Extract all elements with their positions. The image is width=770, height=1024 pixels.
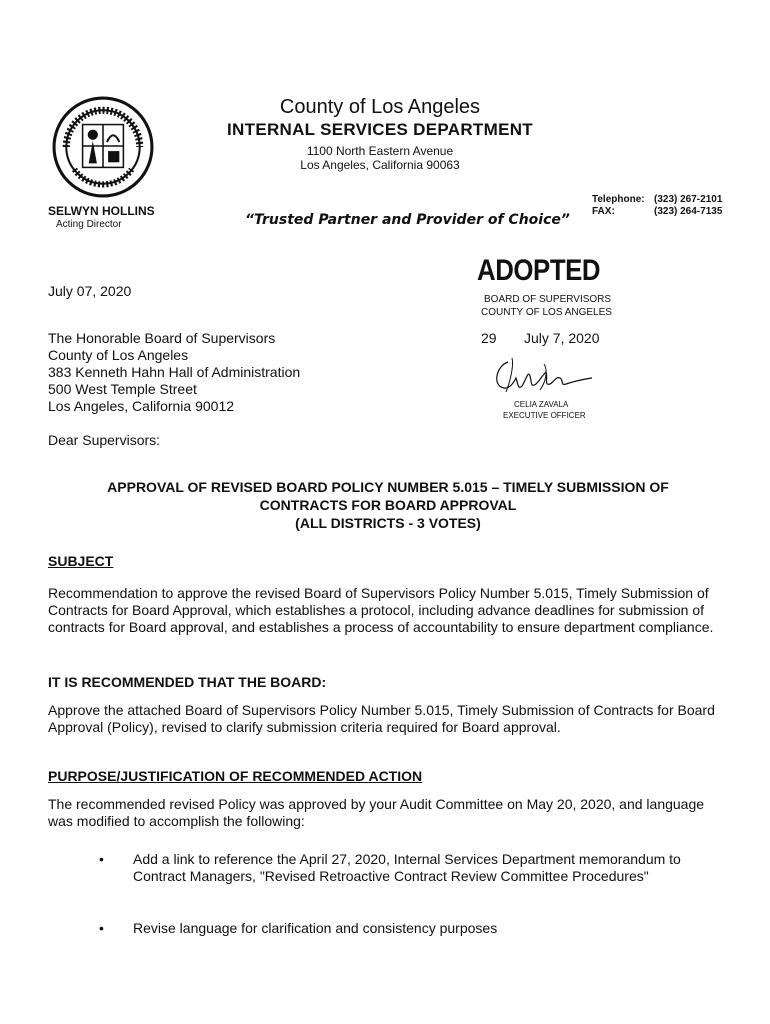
letter-title-line-3: (ALL DISTRICTS - 3 VOTES) (295, 515, 481, 531)
stamp-county-line: COUNTY OF LOS ANGELES (481, 307, 612, 318)
recommendation-paragraph: Approve the attached Board of Supervisors Policy Number 5.015, Timely Submission of Contracts for Board Approval (Policy), revised to clarify submission criteria required for Board approval. (48, 702, 715, 735)
tagline: “Trusted Partner and Provider of Choice” (245, 212, 570, 228)
purpose-paragraph: The recommended revised Policy was approved by your Audit Committee on May 20, 2020, and language was modified to accomplish the following: (48, 796, 705, 829)
recipient-line-1: The Honorable Board of Supervisors (48, 330, 276, 346)
bullet-marker: • (99, 920, 104, 936)
fax-line (592, 206, 722, 217)
recipient-line-2: County of Los Angeles (48, 347, 189, 363)
recipient-line-3: 383 Kenneth Hahn Hall of Administration (48, 364, 301, 380)
subject-heading: SUBJECT (48, 553, 114, 569)
telephone-line (592, 194, 722, 205)
bullet-marker: • (99, 851, 104, 867)
adopted-stamp: ADOPTED (477, 254, 601, 287)
purpose-heading: PURPOSE/JUSTIFICATION OF RECOMMENDED ACTION (48, 768, 423, 784)
telephone-number: (323) 267-2101 (654, 194, 723, 205)
telephone-label: Telephone: (592, 194, 645, 205)
address-line-2: Los Angeles, California 90063 (300, 158, 460, 172)
subject-paragraph: Recommendation to approve the revised Board of Supervisors Policy Number 5.015, Timely Submission of Contracts for Board Approval, which establishes a protocol, including advance deadlines for submission of contracts for Board approval, and establishes a process of accountability to ensure department compliance. (48, 585, 714, 635)
letter-title-line-1: APPROVAL OF REVISED BOARD POLICY NUMBER 5.015 – TIMELY SUBMISSION OF (107, 479, 669, 495)
signature-image (488, 352, 598, 398)
recipient-line-4: 500 West Temple Street (48, 381, 197, 397)
salutation: Dear Supervisors: (48, 432, 161, 448)
org-name: County of Los Angeles (279, 96, 481, 118)
signer-name: CELIA ZAVALA (514, 400, 569, 409)
stamp-board-line: BOARD OF SUPERVISORS (484, 294, 612, 305)
bullet-item-1: Add a link to reference the April 27, 2020, Internal Services Department memorandum to Contract Managers, "Revised Retroactive Contract Review Committee Procedures" (133, 851, 681, 884)
fax-label: FAX: (592, 206, 615, 217)
recipient-line-5: Los Angeles, California 90012 (48, 398, 235, 414)
letter-title-line-2: CONTRACTS FOR BOARD APPROVAL (259, 497, 517, 513)
letter-date: July 07, 2020 (48, 283, 132, 299)
recommendation-heading: IT IS RECOMMENDED THAT THE BOARD: (48, 674, 327, 690)
signer-title: EXECUTIVE OFFICER (503, 411, 586, 420)
department-name: INTERNAL SERVICES DEPARTMENT (227, 120, 533, 139)
fax-number: (323) 264-7135 (654, 206, 723, 217)
director-name: SELWYN HOLLINS (48, 204, 155, 218)
address-line-1: 1100 North Eastern Avenue (306, 144, 454, 158)
agenda-item-number: 29 (481, 330, 497, 346)
director-title: Acting Director (56, 219, 122, 230)
county-seal-icon (52, 96, 154, 198)
adopted-date: July 7, 2020 (524, 330, 600, 346)
bullet-item-2: Revise language for clarification and consistency purposes (133, 920, 498, 936)
